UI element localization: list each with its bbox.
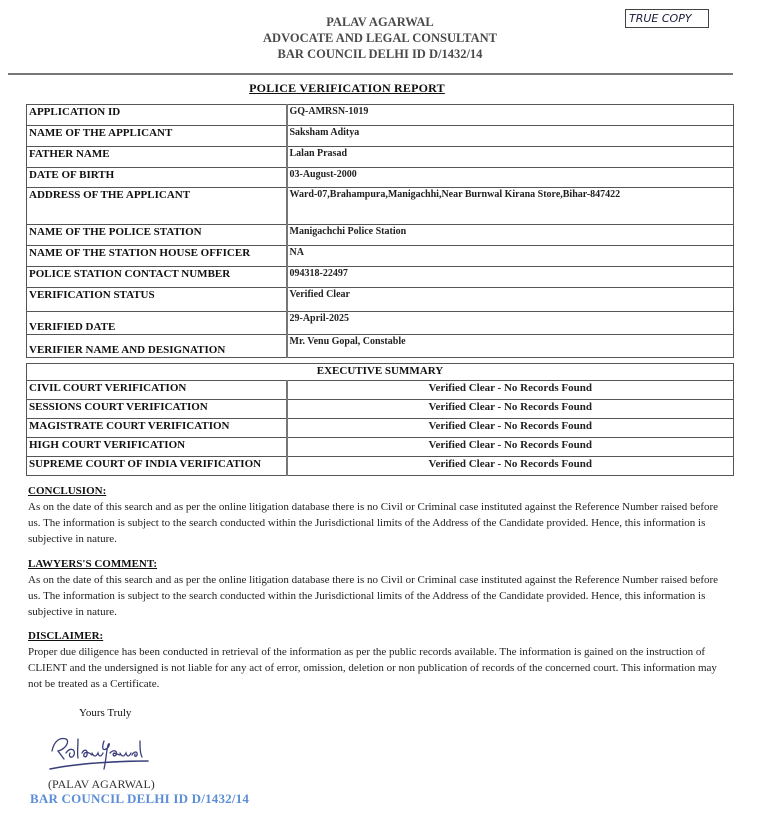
row-value: Lalan Prasad bbox=[287, 147, 734, 168]
row-value: Verified Clear bbox=[287, 288, 734, 312]
signatory-name: (PALAV AGARWAL) bbox=[48, 777, 155, 791]
conclusion-heading: CONCLUSION: bbox=[28, 485, 107, 497]
footer-bar-council-id: BAR COUNCIL DELHI ID D/1432/14 bbox=[30, 791, 250, 806]
row-label: APPLICATION ID bbox=[27, 105, 287, 126]
table-row bbox=[27, 105, 734, 126]
bar-council-id: BAR COUNCIL DELHI ID D/1432/14 bbox=[277, 47, 483, 61]
court-label: SUPREME COURT OF INDIA VERIFICATION bbox=[27, 457, 287, 476]
table-row bbox=[27, 188, 734, 225]
table-row bbox=[27, 457, 734, 476]
disclaimer-heading: DISCLAIMER: bbox=[28, 630, 104, 642]
table-row bbox=[27, 225, 734, 246]
signature-icon bbox=[40, 727, 155, 780]
row-value: GQ-AMRSN-1019 bbox=[287, 105, 734, 126]
court-status: Verified Clear - No Records Found bbox=[287, 438, 734, 457]
court-label: MAGISTRATE COURT VERIFICATION bbox=[27, 419, 287, 438]
table-row bbox=[27, 312, 734, 335]
table-row bbox=[27, 288, 734, 312]
row-value: 03-August-2000 bbox=[287, 168, 734, 188]
lawyers-comment-section bbox=[28, 556, 728, 620]
table-row bbox=[27, 438, 734, 457]
court-status: Verified Clear - No Records Found bbox=[287, 419, 734, 438]
conclusion-text: As on the date of this search and as per the online litigation database there is no Civil or Criminal case instituted against the Reference Number raised before us. The information is subject to the search conducted within the Jurisdictional limits of the Address of the Candidate provided. Hence, this information is subjective in nature. bbox=[28, 501, 719, 545]
row-label: ADDRESS OF THE APPLICANT bbox=[27, 188, 287, 225]
row-label: NAME OF THE POLICE STATION bbox=[27, 225, 287, 246]
advocate-title: ADVOCATE AND LEGAL CONSULTANT bbox=[263, 31, 497, 45]
table-row bbox=[27, 267, 734, 288]
header-divider bbox=[8, 73, 733, 75]
true-copy-stamp: TRUE COPY bbox=[625, 9, 709, 28]
table-row bbox=[27, 126, 734, 147]
executive-summary-table bbox=[26, 363, 734, 476]
table-row bbox=[27, 147, 734, 168]
row-value: 094318-22497 bbox=[287, 267, 734, 288]
row-value: NA bbox=[287, 246, 734, 267]
row-label: NAME OF THE STATION HOUSE OFFICER bbox=[27, 246, 287, 267]
court-label: CIVIL COURT VERIFICATION bbox=[27, 381, 287, 400]
row-label: VERIFICATION STATUS bbox=[27, 288, 287, 312]
row-label: FATHER NAME bbox=[27, 147, 287, 168]
row-value: Saksham Aditya bbox=[287, 126, 734, 147]
row-value: Mr. Venu Gopal, Constable bbox=[287, 335, 734, 358]
court-status: Verified Clear - No Records Found bbox=[287, 457, 734, 476]
details-table bbox=[26, 104, 734, 358]
advocate-name: PALAV AGARWAL bbox=[326, 15, 434, 29]
lawyers-comment-text: As on the date of this search and as per the online litigation database there is no Civil or Criminal case instituted against the Reference Number raised before us. The information is subject to the search conducted within the Jurisdictional limits of the Address of the Candidate provided. Hence, this information is subjective in nature. bbox=[28, 574, 719, 618]
table-row bbox=[27, 400, 734, 419]
table-row bbox=[27, 419, 734, 438]
letterhead bbox=[205, 14, 555, 62]
row-label: DATE OF BIRTH bbox=[27, 168, 287, 188]
row-value: 29-April-2025 bbox=[287, 312, 734, 335]
court-status: Verified Clear - No Records Found bbox=[287, 381, 734, 400]
table-row bbox=[27, 335, 734, 358]
table-row bbox=[27, 381, 734, 400]
disclaimer-section bbox=[28, 628, 728, 692]
table-row bbox=[27, 246, 734, 267]
summary-heading-row bbox=[27, 364, 734, 381]
lawyers-comment-heading: LAWYERS'S COMMENT: bbox=[28, 558, 158, 570]
row-value: Ward-07,Brahampura,Manigachhi,Near Burnwal Kirana Store,Bihar-847422 bbox=[287, 188, 734, 225]
row-label: VERIFIER NAME AND DESIGNATION bbox=[27, 335, 287, 358]
court-label: SESSIONS COURT VERIFICATION bbox=[27, 400, 287, 419]
conclusion-section bbox=[28, 483, 728, 547]
report-title: POLICE VERIFICATION REPORT bbox=[249, 81, 445, 95]
disclaimer-text: Proper due diligence has been conducted in retrieval of the information as per the public records available. The information is gained on the instruction of CLIENT and the undersigned is not liable for any act of error, omission, deletion or non publication of records of the concerned court. This information may not be treated as a Certificate. bbox=[28, 646, 717, 690]
summary-heading: EXECUTIVE SUMMARY bbox=[27, 364, 734, 381]
court-label: HIGH COURT VERIFICATION bbox=[27, 438, 287, 457]
row-label: NAME OF THE APPLICANT bbox=[27, 126, 287, 147]
table-row bbox=[27, 168, 734, 188]
row-label: VERIFIED DATE bbox=[27, 312, 287, 335]
closing-text: Yours Truly bbox=[79, 707, 132, 719]
court-status: Verified Clear - No Records Found bbox=[287, 400, 734, 419]
row-value: Manigachchi Police Station bbox=[287, 225, 734, 246]
row-label: POLICE STATION CONTACT NUMBER bbox=[27, 267, 287, 288]
